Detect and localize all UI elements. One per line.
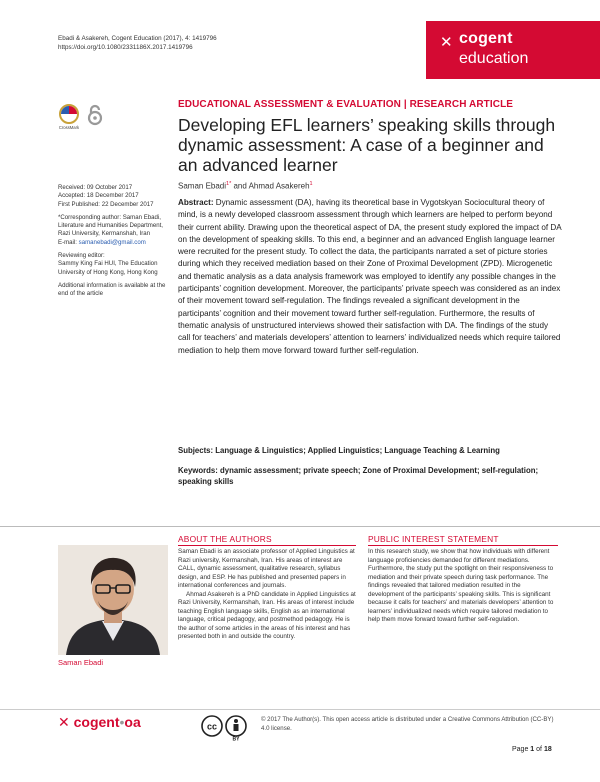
author-photo (58, 545, 168, 655)
email-label: E-mail: (58, 238, 79, 246)
public-interest-text: In this research study, we show that how individuals with different language proficiencies demanded for different mediations. Furthermore, the study put the spotlight on their responsiveness to mediation and their private speech during task performance. The findings revealed that tailored mediation resulted in the development of the participants’ speaking skills. This is significant because it calls for teachers’ and materials developers’ attention to learners’ individualized needs which require tailored mediation to help them move forward toward further self-regulation. (368, 548, 554, 624)
about-paragraph-1: Saman Ebadi is an associate professor of Applied Linguistics at Razi university, Kermanshah, Iran. His areas of interest are CALL, dynamic assessment, qualitative research, syllabus design, and ESP. He has published and presented papers in international conferences and journals. (178, 548, 355, 590)
public-interest-heading: PUBLIC INTEREST STATEMENT (368, 534, 499, 544)
keywords-label: Keywords: (178, 466, 218, 475)
about-authors-heading: ABOUT THE AUTHORS (178, 534, 272, 544)
about-heading-rule (178, 545, 356, 546)
reviewing-label: Reviewing editor: (58, 252, 105, 260)
photo-caption: Saman Ebadi (58, 658, 104, 667)
cogent-mark-icon: ✕ (440, 34, 453, 51)
page-number (512, 746, 552, 753)
email-link[interactable]: samanebadi@gmail.com (78, 238, 146, 246)
public-interest-rule (368, 545, 558, 546)
about-authors-text (178, 548, 356, 642)
page-of: of (534, 746, 544, 753)
doi-link[interactable]: https://doi.org/10.1080/2331186X.2017.1419796 (58, 44, 193, 51)
cogent-oa-icon: ✕ (58, 714, 70, 730)
author-line (178, 181, 313, 191)
about-paragraph-2: Ahmad Asakereh is a PhD candidate in Applied Linguistics at Razi University, Kermanshah, Iran. His areas of interest include teaching English language skills, English as an international language, critical pedagogy, and postmethod pedagogy. He is the author of some articles in the areas of his interest and has presented both in and outside the country. (178, 590, 356, 641)
author-join: and (231, 181, 249, 191)
logo-brand: cogent (459, 30, 513, 47)
cogent-oa-brand: cogent (73, 714, 120, 730)
cogent-oa-separator: • (119, 714, 125, 730)
cogent-oa-suffix: oa (124, 714, 141, 730)
received-date: Received: 09 October 2017 (58, 184, 133, 191)
cogent-oa-logo[interactable] (58, 714, 141, 731)
article-type: EDUCATIONAL ASSESSMENT & EVALUATION | RESEARCH ARTICLE (178, 99, 514, 110)
author-2[interactable]: Ahmad Asakereh (248, 181, 310, 191)
crossmark-label: CrossMark (58, 125, 80, 130)
page-current: 1 (530, 746, 535, 753)
article-sidebar (58, 184, 168, 304)
additional-info: Additional information is available at the end of the article (58, 281, 166, 298)
cc-label: cc (206, 721, 218, 732)
journal-logo[interactable] (426, 21, 600, 79)
cc-license-icon[interactable] (200, 715, 254, 746)
page-total: 18 (543, 746, 552, 753)
license-text: © 2017 The Author(s). This open access article is distributed under a Creative Commons Attribution (CC-BY) 4.0 license. (261, 716, 554, 732)
abstract (178, 197, 562, 357)
page-label: Page (512, 746, 531, 753)
abstract-text: Dynamic assessment (DA), having its theoretical base in Vygotskyan Sociocultural theory of mind, is a newly developed classroom assessment through which learners are helped to perform beyond their current ability. Drawing upon the theoretical aspect of DA, the present study explored the impact of DA on the development of speaking skills. To this end, a beginner and an advanced English language learner were recruited for the present study. To collect the data, the participants narrated a set of picture stories during which they received mediation based on their Zone of Proximal Development (ZPD). Microgenetic and thematic analysis as a data analysis framework was employed to identify any possible changes in the participants’ cognition development. Moreover, the participants’ private speech was considered as an index of their movement toward self-regulation. The findings revealed a significant development in the participants’ cognition and their movement toward further self-regulation. Furthermore, the results of thematic analysis of unstructured interviews showed their satisfaction with DA. The findings of the study call for teachers’ and materials developers’ attention to learners’ individualized needs which require tailored mediation to help them move forward toward further self-regulation. (178, 198, 562, 355)
crossmark-icon[interactable] (58, 104, 80, 130)
accepted-date: Accepted: 18 December 2017 (58, 192, 139, 200)
author-1[interactable]: Saman Ebadi (178, 181, 227, 191)
article-title: Developing EFL learners’ speaking skills through dynamic assessment: A case of a beginner and an advanced learner (178, 115, 556, 175)
citation (58, 34, 418, 52)
author-1-affiliation: 1* (226, 181, 232, 187)
subjects: Subjects: Language & Linguistics; Applied Linguistics; Language Teaching & Learning (178, 446, 500, 455)
open-access-icon (87, 104, 103, 126)
published-date: First Published: 22 December 2017 (58, 200, 154, 208)
section-divider (0, 526, 600, 527)
reviewing-editor: Sammy King Fai HUI, The Education University of Hong Kong, Hong Kong (58, 260, 158, 276)
corresponding-author: *Corresponding author: Saman Ebadi, Literature and Humanities Department, Razi University, Kermanshah, Iran (58, 213, 164, 238)
by-label: BY (232, 736, 240, 741)
keywords-text: dynamic assessment; private speech; Zone of Proximal Development; self-regulation; speaking skills (178, 466, 539, 486)
logo-subtitle: education (459, 50, 529, 67)
citation-line1: Ebadi & Asakereh, Cogent Education (2017), 4: 1419796 (58, 35, 217, 42)
abstract-label: Abstract: (178, 198, 214, 207)
author-2-affiliation: 1 (309, 181, 313, 187)
keywords (178, 465, 562, 487)
footer-rule (0, 709, 600, 710)
